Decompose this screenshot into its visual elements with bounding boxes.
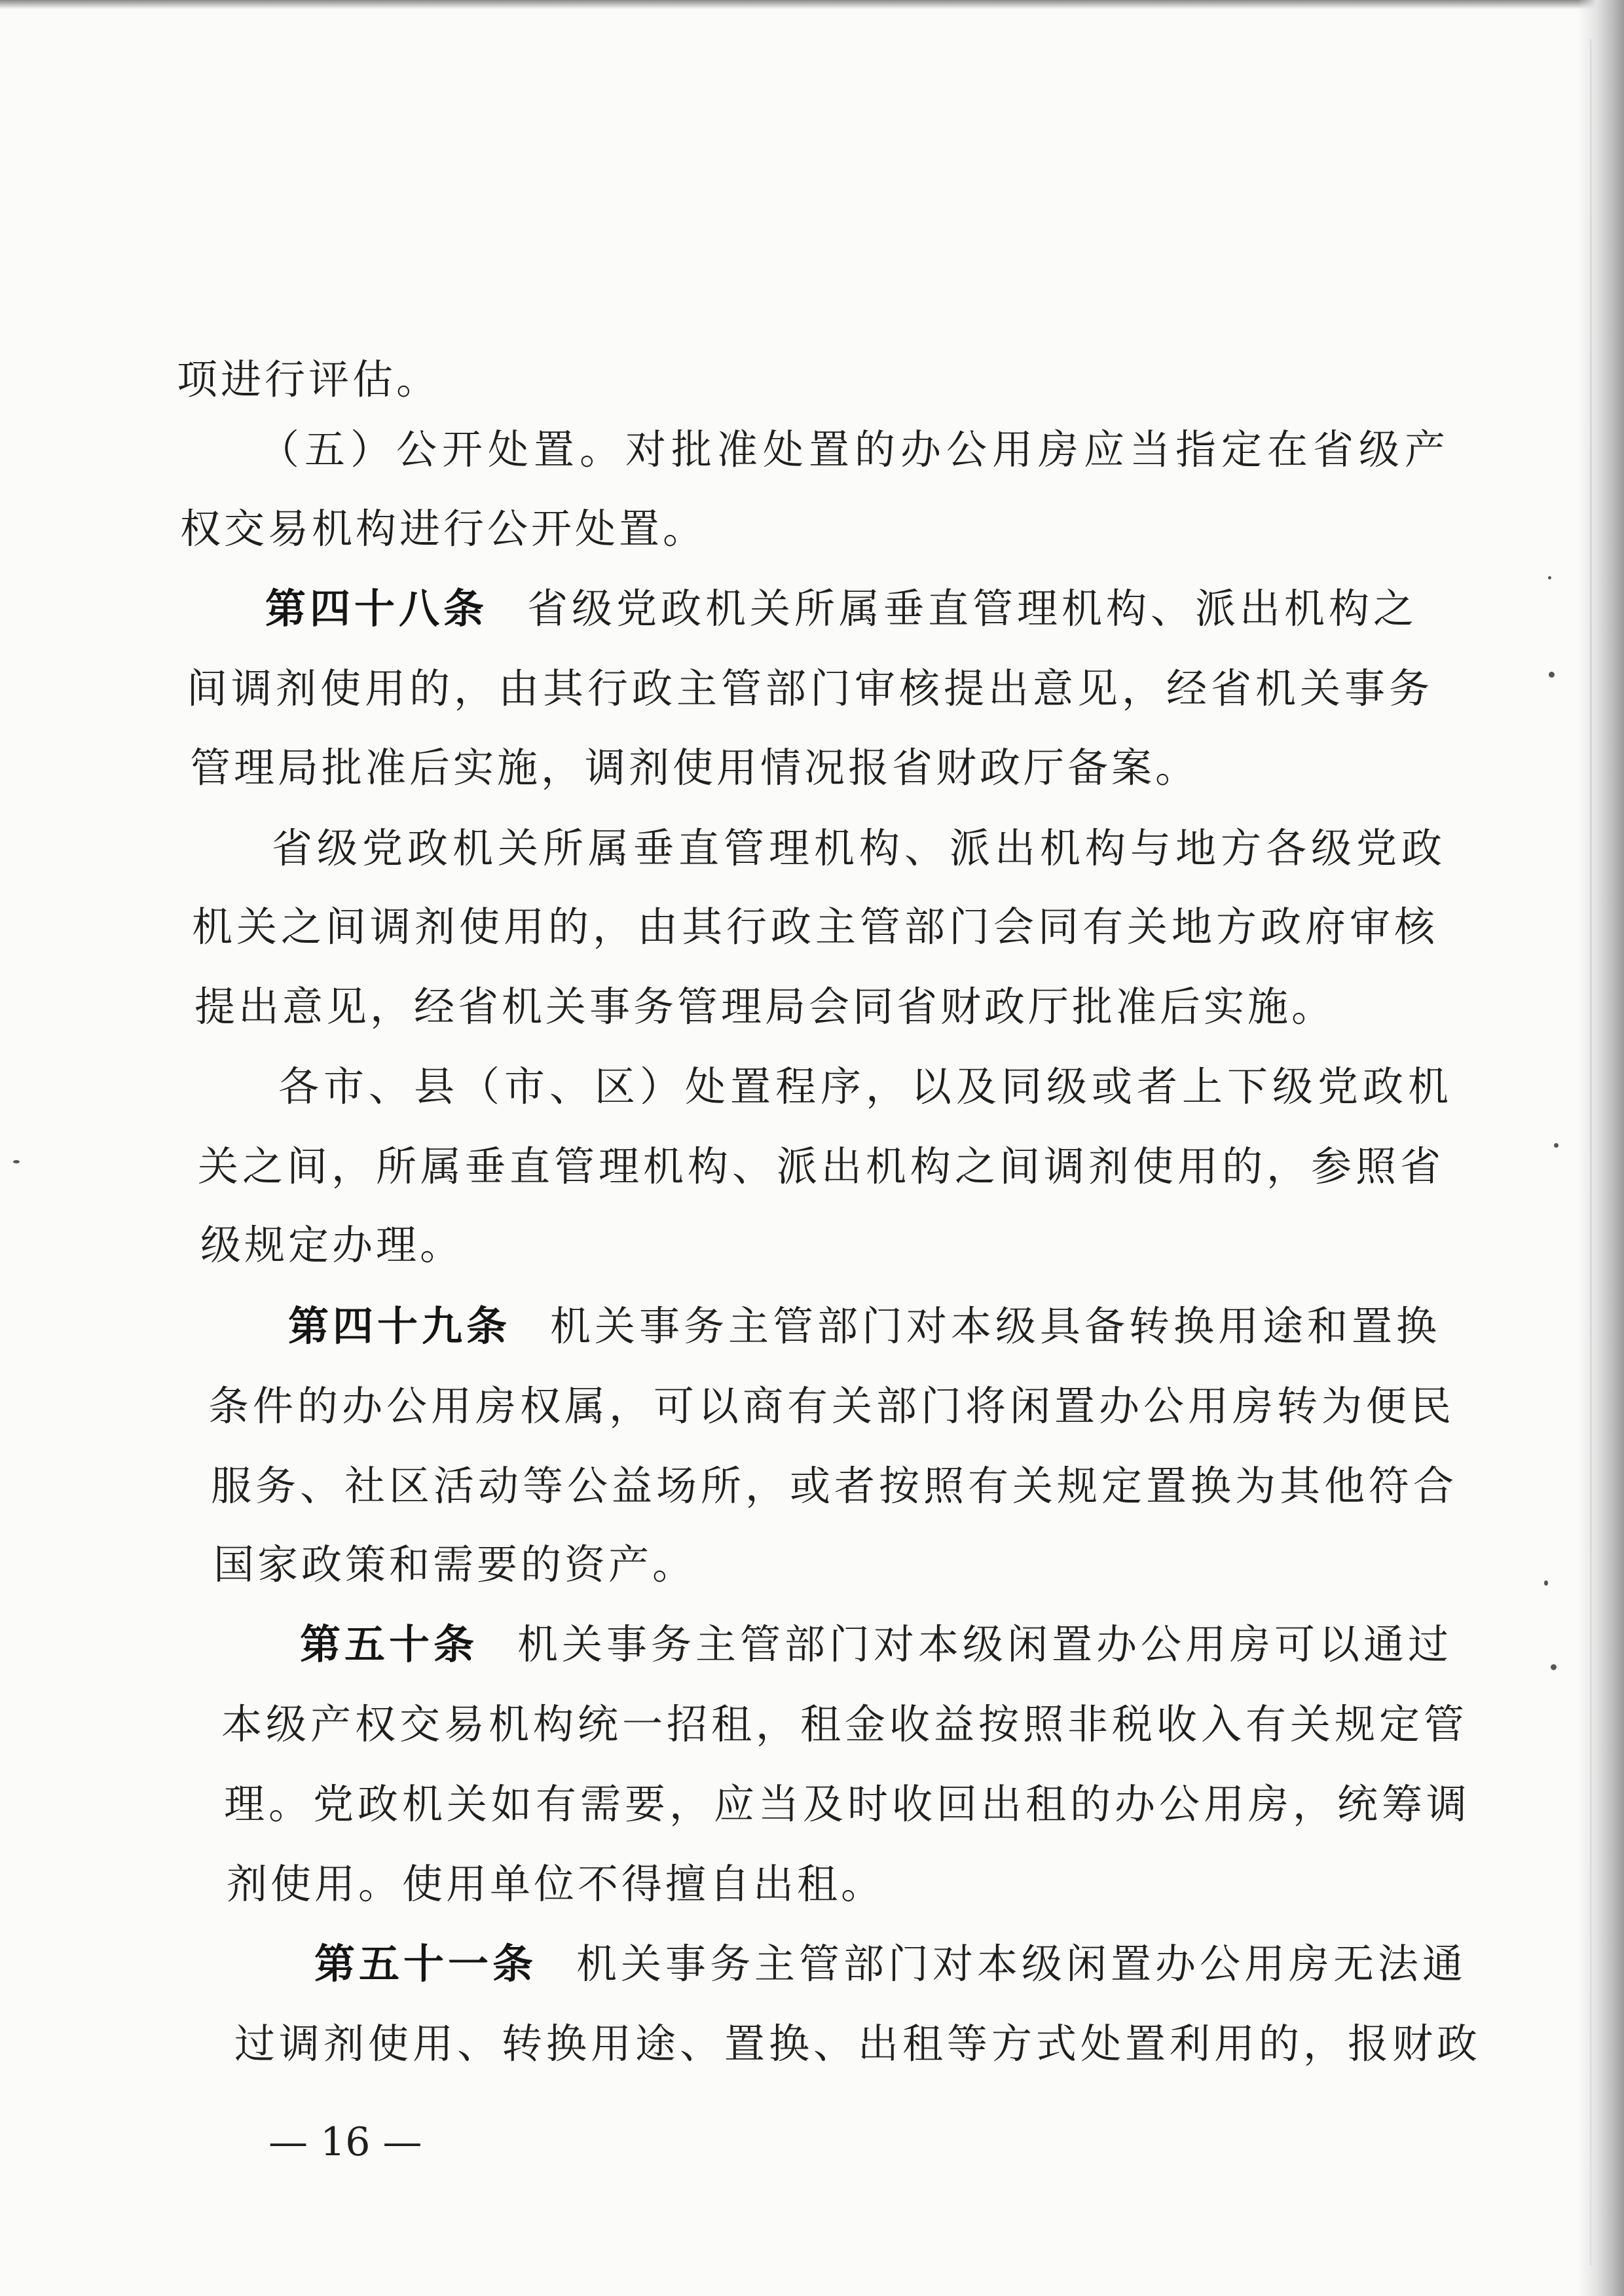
page-number: — 16 — (268, 2119, 422, 2165)
scan-speck (13, 1160, 20, 1163)
article-51-line: 第五十一条 机关事务主管部门对本级闲置办公用房无法通 (314, 1940, 1467, 1988)
scan-speck (1554, 1143, 1559, 1148)
text-line: 省级党政机关所属垂直管理机构、派出机构与地方各级党政 (272, 824, 1447, 872)
article-50-line: 第五十条 机关事务主管部门对本级闲置办公用房可以通过 (300, 1620, 1453, 1668)
scan-top-edge (0, 0, 1624, 9)
text-line: 级规定办理。 (200, 1221, 464, 1269)
scan-right-edge (1578, 0, 1624, 2296)
text-line: 管理局批准后实施，调剂使用情况报省财政厅备案。 (190, 744, 1200, 792)
text-line: 权交易机构进行公开处置。 (180, 505, 707, 553)
text-line: 剂使用。使用单位不得擅自出租。 (227, 1860, 885, 1908)
text-line: 本级产权交易机构统一招租，租金收益按照非税收入有关规定管 (221, 1700, 1469, 1748)
text-line: 各市、县（市、区）处置程序，以及同级或者上下级党政机 (278, 1063, 1454, 1110)
text-line: 提出意见，经省机关事务管理局会同省财政厅批准后实施。 (194, 983, 1336, 1030)
text-line: 过调剂使用、转换用途、置换、出租等方式处置利用的，报财政 (234, 2020, 1482, 2068)
text-line: 关之间，所属垂直管理机构、派出机构之间调剂使用的，参照省 (198, 1142, 1445, 1190)
article-heading: 第五十条 (300, 1620, 479, 1668)
text-line: 国家政策和需要的资产。 (213, 1540, 697, 1588)
article-heading: 第四十九条 (288, 1302, 511, 1350)
text-line: （五）公开处置。对批准处置的办公用房应当指定在省级产 (259, 426, 1451, 473)
article-48-line: 第四十八条 省级党政机关所属垂直管理机构、派出机构之 (265, 585, 1418, 632)
article-heading: 第五十一条 (314, 1940, 538, 1988)
scan-speck (1551, 1664, 1557, 1670)
text-line: 服务、社区活动等公益场所，或者按照有关规定置换为其他符合 (211, 1462, 1458, 1510)
article-49-line: 第四十九条 机关事务主管部门对本级具备转换用途和置换 (288, 1302, 1441, 1350)
text-line: 机关之间调剂使用的，由其行政主管部门会同有关地方政府审核 (192, 903, 1439, 951)
text-line: 理。党政机关如有需要，应当及时收回出租的办公用房，统筹调 (224, 1780, 1471, 1828)
text-line: 间调剂使用的，由其行政主管部门审核提出意见，经省机关事务 (187, 665, 1434, 712)
article-heading: 第四十八条 (265, 585, 489, 632)
scan-speck (1548, 576, 1551, 579)
scan-speck (1549, 672, 1555, 678)
scan-speck (1544, 1580, 1548, 1586)
text-line: 条件的办公用房权属，可以商有关部门将闲置办公用房转为便民 (208, 1382, 1456, 1430)
text-line: 项进行评估。 (177, 355, 441, 403)
